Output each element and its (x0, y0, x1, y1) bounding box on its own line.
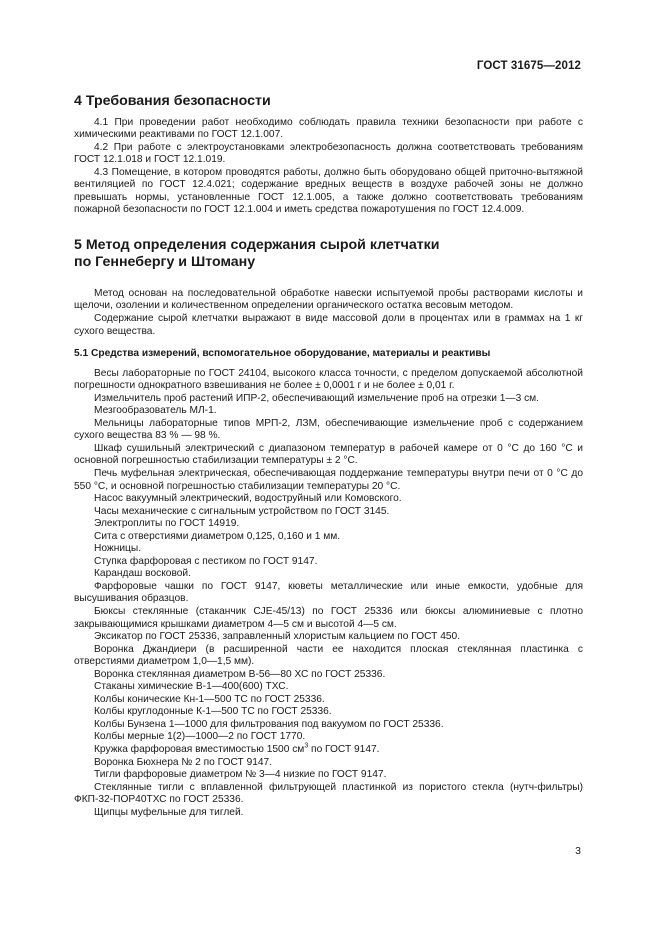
list-item-porcelain-mug (74, 744, 583, 757)
section-4-paragraph-1: 4.1 При проведении работ необходимо соблюдать правила техники безопасности при работе с химическими реактивами по ГОСТ 12.1.007. (74, 116, 583, 141)
cubic-superscript: 3 (304, 742, 309, 750)
list-item: Печь муфельная электрическая, обеспечивающая поддержание температуры внутри печи от 0 °С до 550 °С, и основной погрешностью стабилизации температуры 20 °С. (74, 467, 583, 492)
section-5-heading-line-2: по Геннебергу и Штоману (74, 254, 256, 271)
list-item: Весы лабораторные по ГОСТ 24104, высокого класса точности, с пределом допускаемой абсолютной погрешности однократного взвешивания не более ± 0,0001 г и не более ± 0,01 г. (74, 367, 583, 392)
list-item: Воронка Бюхнера № 2 по ГОСТ 9147. (94, 756, 273, 768)
section-4-paragraph-3: 4.3 Помещение, в котором проводятся работы, должно быть оборудовано общей приточно-вытяжной вентиляцией по ГОСТ 12.4.021; содержание вредных веществ в воздухе рабочей зоны не должно превышать нормы, установленные ГОСТ 12.1.005, а также должно соответствовать требованиям пожарной безопасности по ГОСТ 12.1.004 и иметь средства пожаротушения по ГОСТ 12.4.009. (74, 166, 583, 216)
list-item: Стеклянные тигли с вплавленной фильтрующей пластинкой из пористого стекла (нутч-фильтры) ФКП-32-ПОР40ТХС по ГОСТ 25336. (74, 781, 583, 806)
list-item: Колбы мерные 1(2)—1000—2 по ГОСТ 1770. (94, 731, 306, 743)
list-item: Ступка фарфоровая с пестиком по ГОСТ 9147. (94, 555, 318, 567)
list-item: Шкаф сушильный электрический с диапазоном температур в рабочей камере от 0 °С до 160 °С и основной погрешностью стабилизации температуры ± 2 °С. (74, 442, 583, 467)
section-4-heading: 4 Требования безопасности (74, 93, 271, 109)
list-item: Фарфоровые чашки по ГОСТ 9147, кюветы металлические или иные емкости, удобные для высушивания образцов. (74, 580, 583, 605)
list-item: Воронка стеклянная диаметром В-56—80 ХС по ГОСТ 25336. (94, 668, 386, 680)
list-item: Измельчитель проб растений ИПР-2, обеспечивающий измельчение проб на отрезки 1—3 см. (94, 392, 540, 404)
list-item: Колбы конические Кн-1—500 ТС по ГОСТ 25336. (94, 693, 325, 705)
page-number: 3 (575, 845, 581, 857)
document-code-header: ГОСТ 31675—2012 (476, 60, 581, 72)
list-item: Электроплиты по ГОСТ 14919. (94, 518, 240, 530)
section-4-paragraph-2: 4.2 При работе с электроустановками электробезопасность должна соответствовать требованиям ГОСТ 12.1.018 и ГОСТ 12.1.019. (74, 141, 583, 166)
porcelain-mug-text: Кружка фарфоровая вместимостью 1500 см (94, 744, 305, 756)
list-item: Воронка Джандиери (в расширенной части ее находится плоская стеклянная пластинка с отверстиями диаметром 1,0—1,5 мм). (74, 643, 583, 668)
list-item: Бюксы стеклянные (стаканчик CJE-45/13) по ГОСТ 25336 или бюксы алюминиевые с плотно закрывающимися крышками диаметром 4—5 см и высотой 4—5 см. (74, 606, 583, 630)
section-5-paragraph-1: Метод основан на последовательной обработке навески испытуемой пробы растворами кислоты и щелочи, озолении и количественном определении органического остатка весовым методом. (74, 287, 583, 312)
porcelain-mug-text-end: по ГОСТ 9147. (308, 744, 380, 756)
list-item: Тигли фарфоровые диаметром № 3—4 низкие по ГОСТ 9147. (94, 769, 387, 781)
section-5-paragraph-2: Содержание сырой клетчатки выражают в виде массовой доли в процентах или в граммах на 1 кг сухого вещества. (74, 312, 583, 337)
list-item: Мезгообразователь МЛ-1. (94, 405, 217, 417)
section-5-heading-line-1: 5 Метод определения содержания сырой клетчатки (74, 236, 440, 253)
list-item: Колбы круглодонные К-1—500 ТС по ГОСТ 25336. (94, 706, 332, 718)
list-item: Насос вакуумный электрический, водоструйный или Комовского. (94, 493, 402, 505)
list-item: Мельницы лабораторные типов МРП-2, ЛЗМ, обеспечивающие измельчение проб с содержанием сухого вещества 83 % — 98 %. (74, 417, 583, 442)
equipment-list (74, 368, 583, 820)
list-item: Колбы Бунзена 1—1000 для фильтрования под вакуумом по ГОСТ 25336. (94, 718, 444, 730)
list-item: Эксикатор по ГОСТ 25336, заправленный хлористым кальцием по ГОСТ 450. (94, 631, 461, 643)
list-item: Сита с отверстиями диаметром 0,125, 0,160 и 1 мм. (94, 530, 341, 542)
list-item: Стаканы химические В-1—400(600) ТХС. (94, 681, 289, 693)
section-5-heading (74, 237, 583, 272)
list-item: Часы механические с сигнальным устройством по ГОСТ 3145. (94, 505, 390, 517)
list-item: Ножницы. (94, 543, 142, 555)
list-item: Карандаш восковой. (94, 568, 191, 580)
list-item: Щипцы муфельные для тиглей. (94, 806, 244, 818)
document-body (74, 93, 583, 819)
subsection-5-1-heading: 5.1 Средства измерений, вспомогательное оборудование, материалы и реактивы (74, 348, 491, 360)
